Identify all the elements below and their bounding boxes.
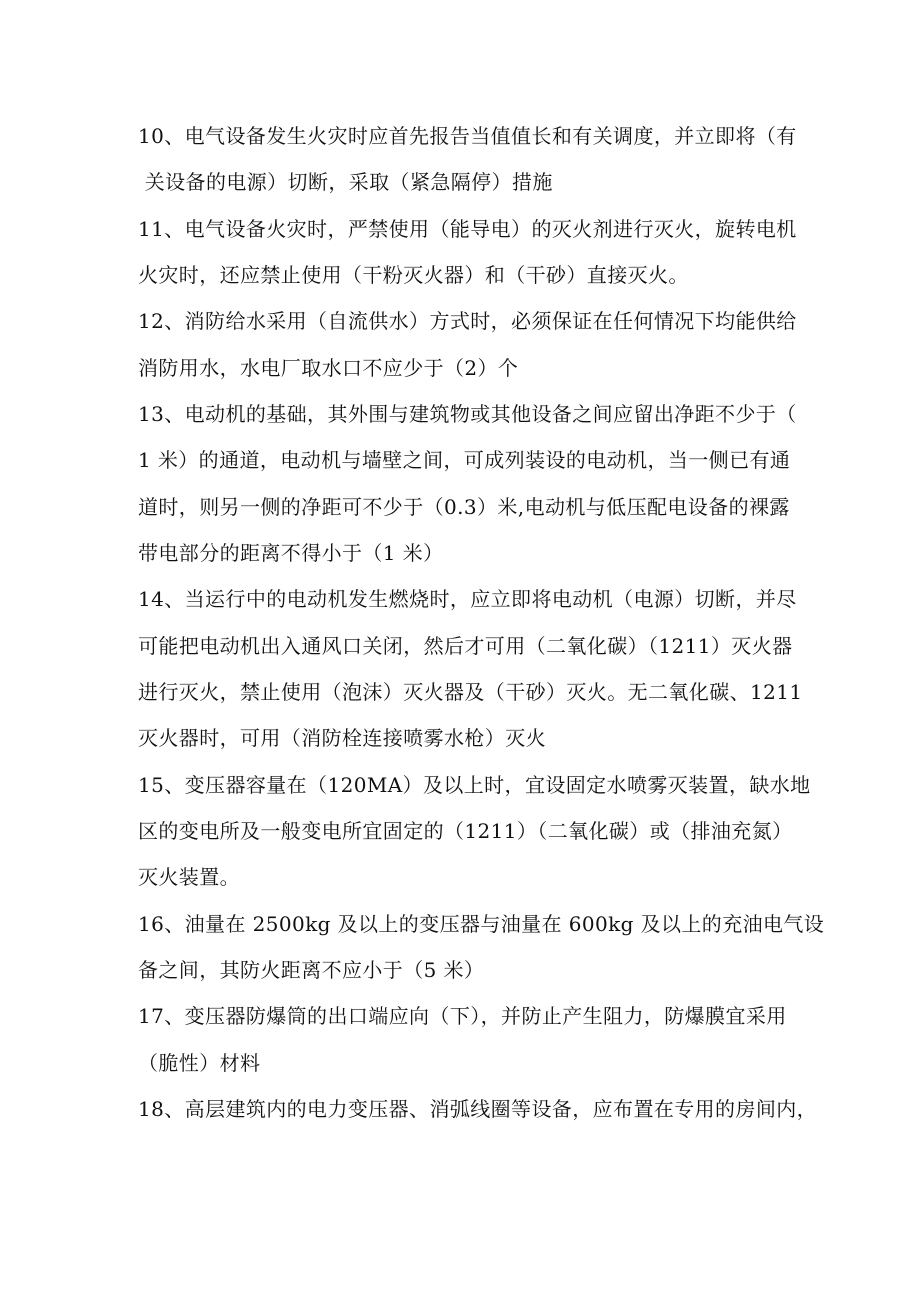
text-line: 12、消防给水采用（自流供水）方式时，必须保证在任何情况下均能供给 [138, 309, 797, 333]
text-line: 15、变压器容量在（120MA）及以上时，宜设固定水喷雾灭装置，缺水地 [138, 773, 811, 797]
text-line: 区的变电所及一般变电所宜固定的（1211）（二氧化碳）或（排油充氮） [138, 819, 793, 843]
text-line: 可能把电动机出入通风口关闭，然后才可用（二氧化碳）（1211）灭火器 [138, 634, 793, 658]
text-line: 备之间，其防火距离不应小于（5 米） [138, 958, 485, 982]
text-line: 11、电气设备火灾时，严禁使用（能导电）的灭火剂进行灭火，旋转电机 [138, 217, 797, 241]
text-line: 14、当运行中的电动机发生燃烧时，应立即将电动机（电源）切断，并尽 [138, 587, 797, 611]
text-line: 17、变压器防爆筒的出口端应向（下），并防止产生阻力，防爆膜宜采用 [138, 1004, 787, 1028]
text-line: 道时，则另一侧的净距可不少于（0.3）米,电动机与低压配电设备的裸露 [138, 495, 790, 519]
text-line: 灭火装置。 [138, 865, 240, 889]
text-line: 灭火器时，可用（消防栓连接喷雾水枪）灭火 [138, 726, 546, 750]
text-line: 16、油量在 2500kg 及以上的变压器与油量在 600kg 及以上的充油电气设 [138, 912, 825, 936]
text-line: 火灾时，还应禁止使用（干粉灭火器）和（干砂）直接灭火。 [138, 263, 689, 287]
text-line: （脆性）材料 [138, 1051, 261, 1075]
text-line: 10、电气设备发生火灾时应首先报告当值值长和有关调度，并立即将（有 [138, 124, 797, 148]
text-line: 带电部分的距离不得小于（1 米） [138, 541, 444, 565]
text-line: 13、电动机的基础，其外围与建筑物或其他设备之间应留出净距不少于（ [138, 402, 797, 426]
text-line: 关设备的电源）切断，采取（紧急隔停）措施 [138, 170, 553, 194]
text-line: 18、高层建筑内的电力变压器、消弧线圈等设备，应布置在专用的房间内， [138, 1097, 818, 1121]
text-line: 消防用水，水电厂取水口不应少于（2）个 [138, 356, 519, 380]
text-line: 1 米）的通道，电动机与墙壁之间，可成列装设的电动机，当一侧已有通 [138, 448, 791, 472]
text-line: 进行灭火，禁止使用（泡沫）灭火器及（干砂）灭火。无二氧化碳、1211 [138, 680, 803, 704]
